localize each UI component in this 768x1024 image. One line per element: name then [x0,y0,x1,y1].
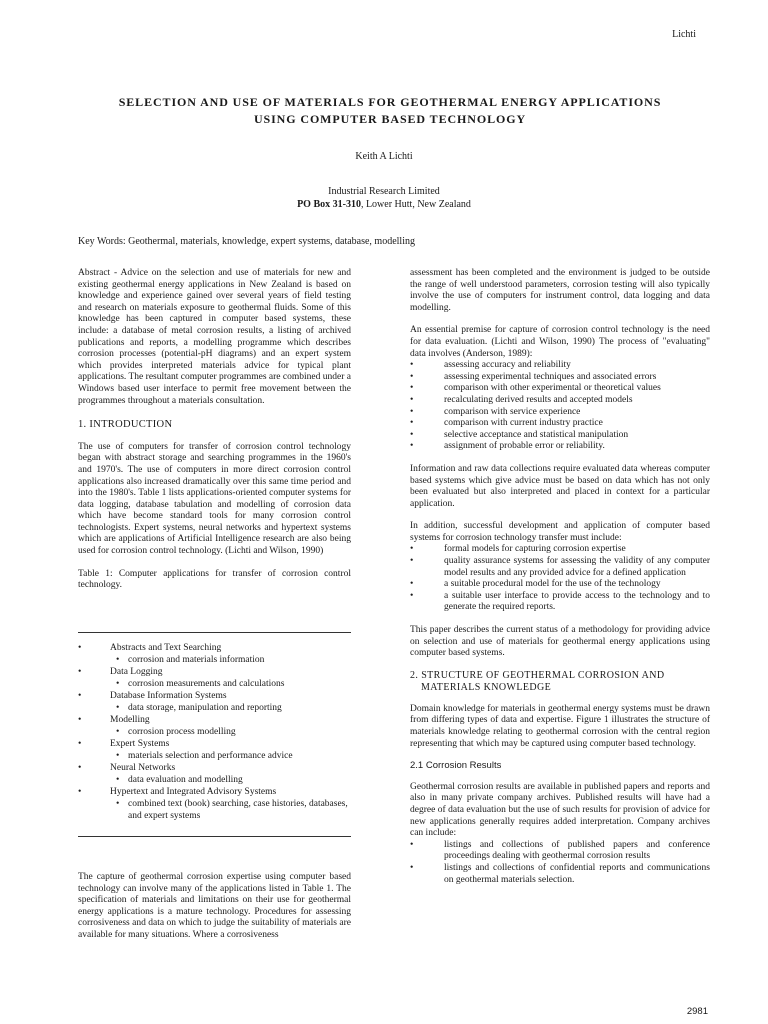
left-column-top [78,268,351,592]
corrosion-results-paragraph: Geothermal corrosion results are available in published papers and reports and also in many private company archives. Published results will have had a degree of data evaluation but the use of such results for provision of advice for new applications generally requires added interpretation. Company archives can include: [410,781,710,839]
table-item: • Abstracts and Text Searching [78,642,351,654]
list-item: • a suitable procedural model for the use of the technology [410,579,710,591]
table-item: • Expert Systems [78,738,351,750]
section-1-heading: 1. INTRODUCTION [78,419,173,431]
table-subitem: • materials selection and performance advice [78,750,351,762]
right-column [410,268,710,886]
page-number: 2981 [686,1006,708,1017]
table-subitem: • data evaluation and modelling [78,774,351,786]
left-column-bottom [78,872,351,942]
po-box: PO Box 31-310 [297,199,361,210]
list-item: • assessing accuracy and reliability [410,360,710,372]
list-item: • comparison with service experience [410,407,710,419]
list-item: • assignment of probable error or reliability. [410,441,710,453]
table-subitem: • corrosion and materials information [78,654,351,666]
development-list [410,544,710,614]
list-item: • assessing experimental techniques and associated errors [410,372,710,384]
list-item: • listings and collections of published papers and conference proceedings dealing with geothermal corrosion results [410,840,710,863]
archive-list [410,840,710,886]
premise-paragraph: An essential premise for capture of corrosion control technology is the need for data evaluation. (Lichti and Wilson, 1990) The process of "evaluating" data involves (Anderson, 1989): [410,325,710,359]
raw-data-paragraph: Information and raw data collections require evaluated data whereas computer based systems which give advice must be based on data which has not only been evaluated but also interpreted and placed in context for a particular application. [410,463,710,509]
table-subitem: • data storage, manipulation and reporting [78,702,351,714]
section-2-1-heading: 2.1 Corrosion Results [410,760,502,772]
assessment-paragraph: assessment has been completed and the environment is judged to be outside the range of well understood parameters, corrosion testing will also typically involve the use of computers for instrument control, data logging and data modelling. [410,268,710,313]
abstract: Abstract - Advice on the selection and use of materials for new and existing geothermal energy applications in New Zealand is based on knowledge and experience gained over several years of field testing and research on materials exposure to geothermal fluids. Some of this knowledge has been captured in computer based systems, these include: a database of metal corrosion results, a listing of archived publications and reports, a modelling programme which describes corrosion processes (potential-pH diagrams) and an expert system which provides interpreted materials advice for typical plant applications. The resultant computer programmes are combined under a Windows based user interface to permit free movement between the programmes throughout a materials consultation. [78,268,351,406]
table-subitem: • corrosion measurements and calculations [78,678,351,690]
address-rest: , Lower Hutt, New Zealand [360,199,471,210]
table-1-caption: Table 1: Computer applications for transfer of corrosion control technology. [78,568,351,591]
paper-scope-paragraph: This paper describes the current status of a methodology for providing advice on selection and use of materials for geothermal energy applications using computer based systems. [410,625,710,659]
domain-knowledge-paragraph: Domain knowledge for materials in geothermal energy systems must be drawn from differing types of data and expertise. Figure 1 illustrates the structure of materials knowledge relating to geothermal corrosion with the central region representing that which may be captured using computer based technology. [410,703,710,749]
keywords: Key Words: Geothermal, materials, knowledge, expert systems, database, modelling [78,236,415,247]
table-item: • Hypertext and Integrated Advisory Systems [78,786,351,798]
section-2-heading-line-2: MATERIALS KNOWLEDGE [421,681,552,693]
table-top-rule [78,632,351,633]
list-item: • a suitable user interface to provide access to the technology and to generate the required reports. [410,591,710,614]
list-item: • formal models for capturing corrosion expertise [410,544,710,556]
list-item: • recalculating derived results and accepted models [410,395,710,407]
title-line-2: USING COMPUTER BASED TECHNOLOGY [253,112,527,126]
affiliation-org: Industrial Research Limited [328,186,440,197]
list-item: • selective acceptance and statistical manipulation [410,430,710,442]
table-item: • Data Logging [78,666,351,678]
list-item: • listings and collections of confidential reports and communications on geothermal materials selection. [410,863,710,886]
author: Keith A Lichti [355,151,413,162]
affiliation-address [0,198,768,211]
section-2-heading [410,670,710,694]
affiliation [0,185,768,211]
list-item: • comparison with other experimental or theoretical values [410,383,710,395]
section-2-heading-line-1: 2. STRUCTURE OF GEOTHERMAL CORROSION AND [410,669,665,681]
table-1-list [78,642,351,822]
running-head: Lichti [672,29,696,40]
evaluation-list [410,360,710,453]
capture-paragraph: The capture of geothermal corrosion expertise using computer based technology can involve many of the applications listed in Table 1. The specification of materials and limitations on their use for geothermal energy applications is a mature technology. Procedures for assessing corrosiveness and data on which to judge the suitability of materials are available for many situations. Where a corrosiveness [78,872,351,940]
table-bottom-rule [78,836,351,837]
development-paragraph: In addition, successful development and application of computer based systems for corrosion technology transfer must include: [410,521,710,543]
paper-title [60,94,720,128]
table-subitem: • corrosion process modelling [78,726,351,738]
table-item: • Database Information Systems [78,690,351,702]
list-item: • quality assurance systems for assessing the validity of any computer model results and any provided advice for a defined application [410,556,710,579]
list-item: • comparison with current industry practice [410,418,710,430]
intro-paragraph: The use of computers for transfer of corrosion control technology began with abstract storage and searching programmes in the 1960's and 1970's. The use of computers in more direct corrosion control applications also increased dramatically over this same time period and into the 1980's. Table 1 lists applications-oriented computer systems for data logging, database tabulation and modelling of corrosion data which have become standard tools for many corrosion control technologists. Expert systems, neural networks and hypertext systems which are applications of Artificial Intelligence research are also being used for corrosion control technology. (Lichti and Wilson, 1990) [78,441,351,557]
table-subitem: • combined text (book) searching, case histories, databases, and expert systems [78,798,351,822]
table-item: • Modelling [78,714,351,726]
table-item: • Neural Networks [78,762,351,774]
title-line-1: SELECTION AND USE OF MATERIALS FOR GEOTHERMAL ENERGY APPLICATIONS [118,95,662,109]
